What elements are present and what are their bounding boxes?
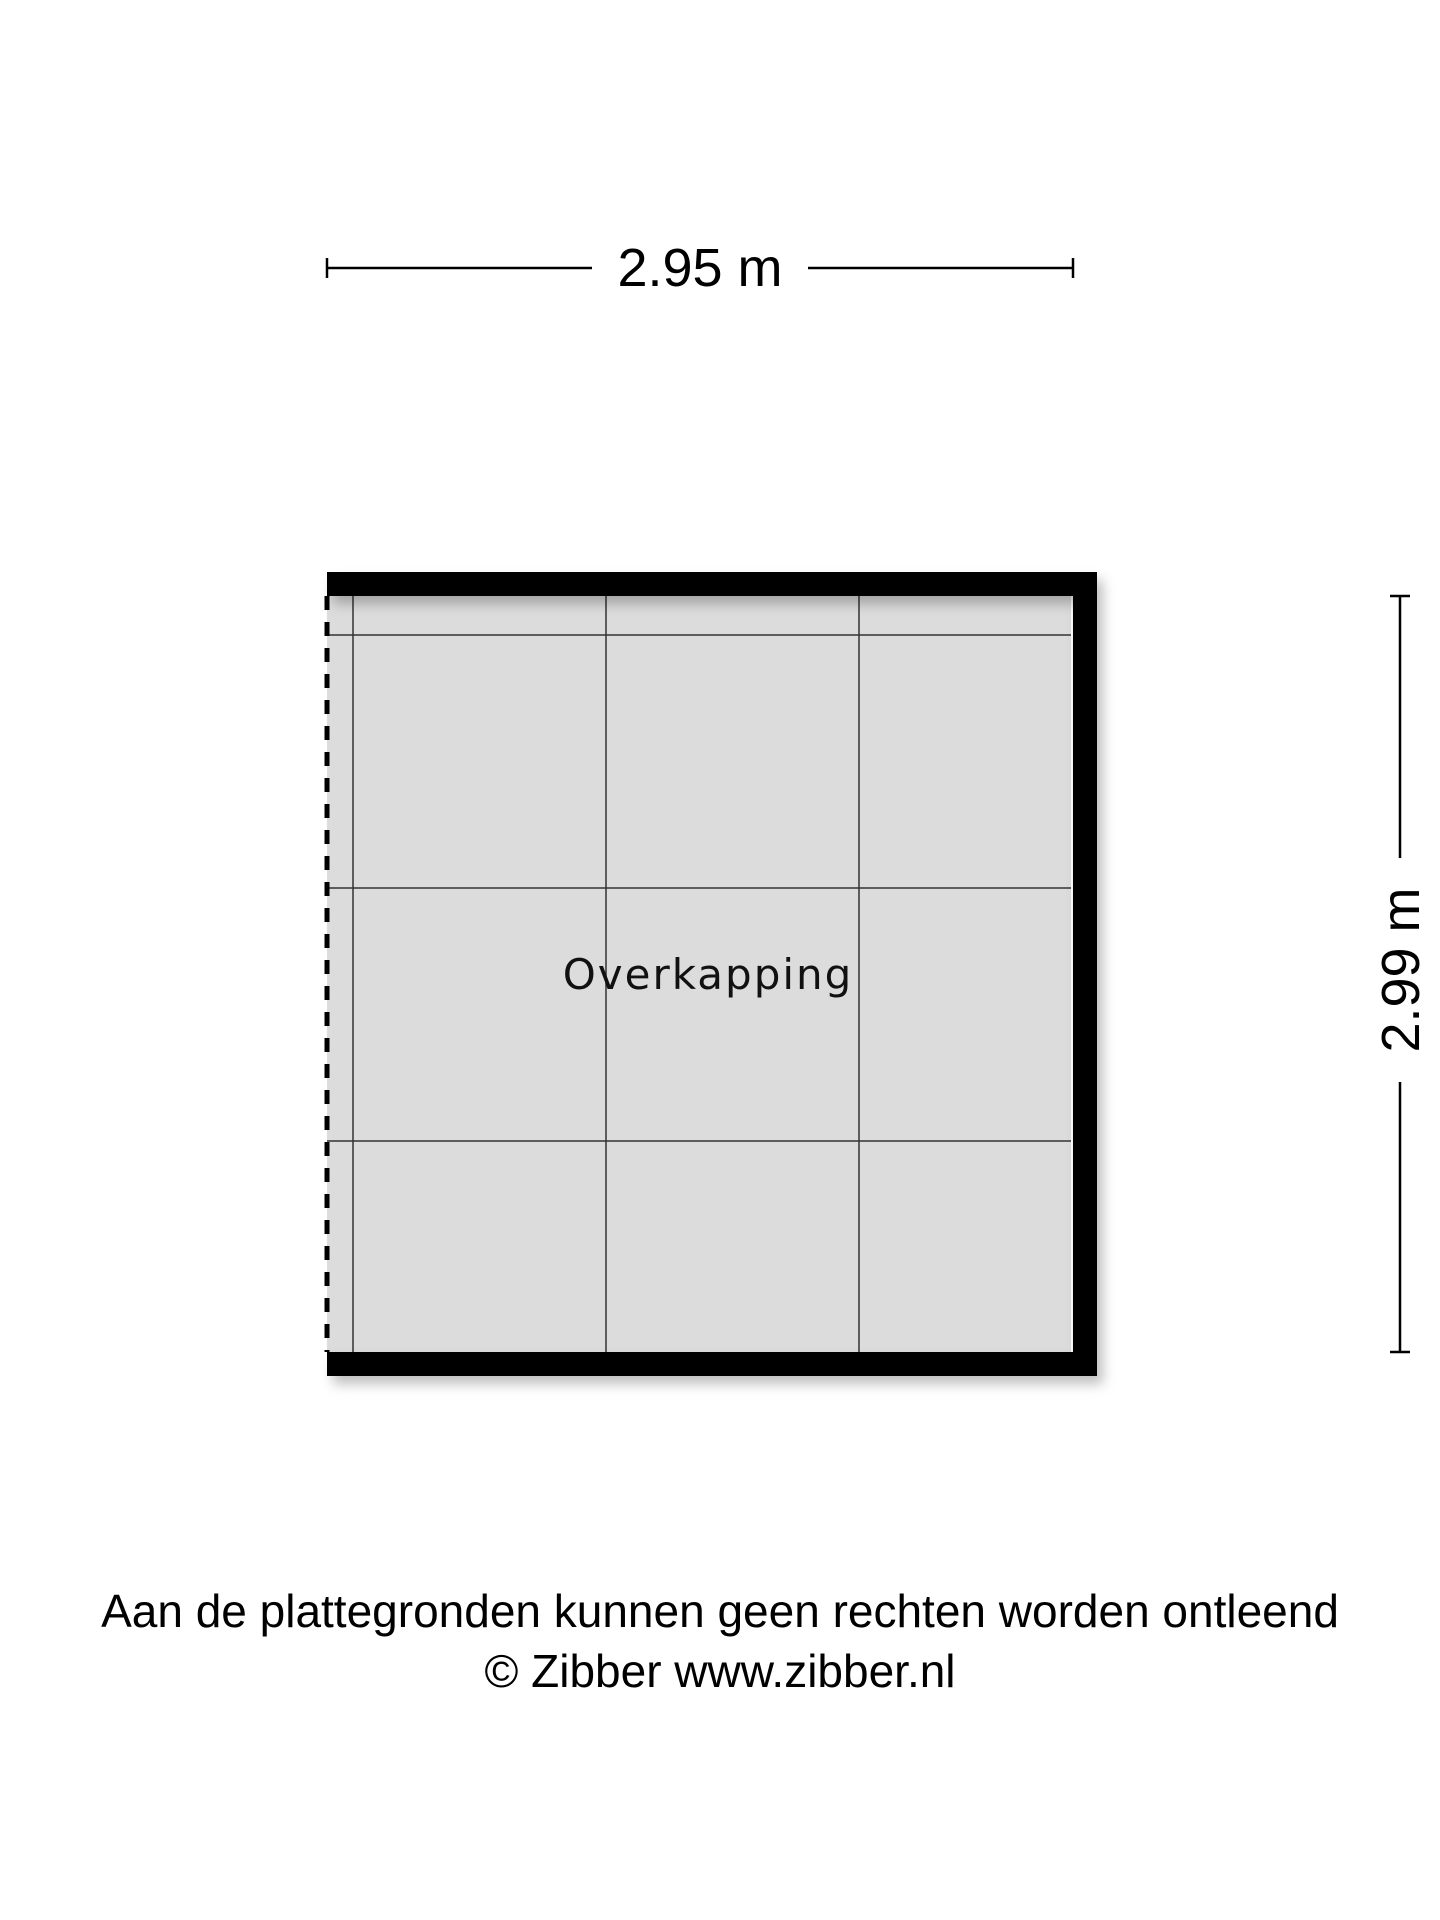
wall-top xyxy=(327,572,1097,596)
room-overkapping xyxy=(327,572,1097,1376)
height-dimension xyxy=(1371,596,1431,1352)
wall-bottom xyxy=(327,1352,1097,1376)
width-dimension xyxy=(327,238,1073,298)
room-label: Overkapping xyxy=(562,950,854,999)
wall-right xyxy=(1073,572,1097,1376)
disclaimer-text: Aan de plattegronden kunnen geen rechten worden ontleend xyxy=(101,1585,1339,1637)
copyright-text: © Zibber www.zibber.nl xyxy=(484,1645,956,1697)
width-dimension-label: 2.95 m xyxy=(617,238,783,298)
height-dimension-label: 2.99 m xyxy=(1371,887,1431,1053)
